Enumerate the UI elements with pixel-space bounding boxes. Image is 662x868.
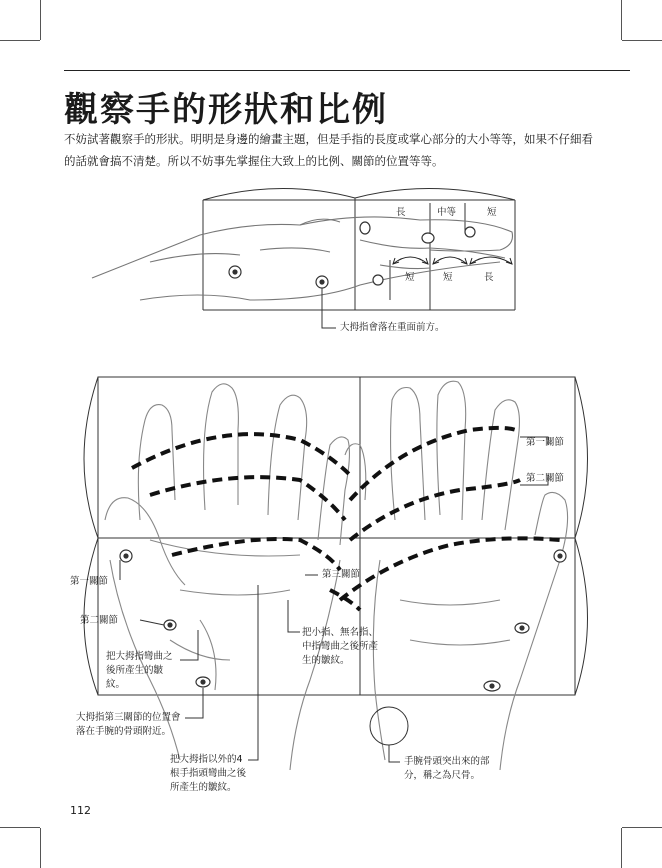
wrist-bone-circle xyxy=(370,707,408,745)
intro-paragraph: 不妨試著觀察手的形狀。明明是身邊的繪畫主題，但是手指的長度或掌心部分的大小等等，如果不仔細看的話就會搞不清楚。所以不妨事先掌握住大致上的比例、關節的位置等等。 xyxy=(64,132,593,168)
label-finger-mid: 中等 xyxy=(437,207,457,218)
page-title: 觀察手的形狀和比例 xyxy=(64,90,388,130)
figure1-joint-markers xyxy=(229,222,475,288)
label-joint3: 第三關節 xyxy=(322,569,361,580)
label-thumb-bend: 把大拇指彎曲之後所產生的皺紋。 xyxy=(106,651,173,690)
page-number: 112 xyxy=(70,804,91,817)
label-joint2-left: 第二關節 xyxy=(80,615,119,626)
label-thumb-note: 大拇指會落在重面前方。 xyxy=(340,322,445,333)
label-seg-short-1: 短 xyxy=(405,272,415,283)
label-thumb-third: 大拇指第三關節的位置會落在手腕的骨頭附近。 xyxy=(76,712,181,737)
label-seg-long: 長 xyxy=(484,272,494,283)
label-finger-short: 短 xyxy=(487,207,497,218)
figure1-hand-sketch xyxy=(92,217,513,300)
label-wrist-bone: 手腕骨頭突出來的部分，稱之為尺骨。 xyxy=(404,756,490,781)
label-joint1-right: 第一關節 xyxy=(526,437,565,448)
label-seg-short-2: 短 xyxy=(443,272,453,283)
label-others-bend: 把大拇指以外的4根手指頭彎曲之後所產生的皺紋。 xyxy=(170,754,247,793)
label-joint2-right: 第二關節 xyxy=(526,473,565,484)
label-finger-long: 長 xyxy=(396,207,406,218)
figure1-frame xyxy=(203,188,515,310)
label-joint1-left: 第一關節 xyxy=(70,576,109,587)
joint-dashed-lines xyxy=(132,428,560,610)
label-pinky-ring: 把小指、無名指、中指彎曲之後所產生的皺紋。 xyxy=(302,627,379,666)
